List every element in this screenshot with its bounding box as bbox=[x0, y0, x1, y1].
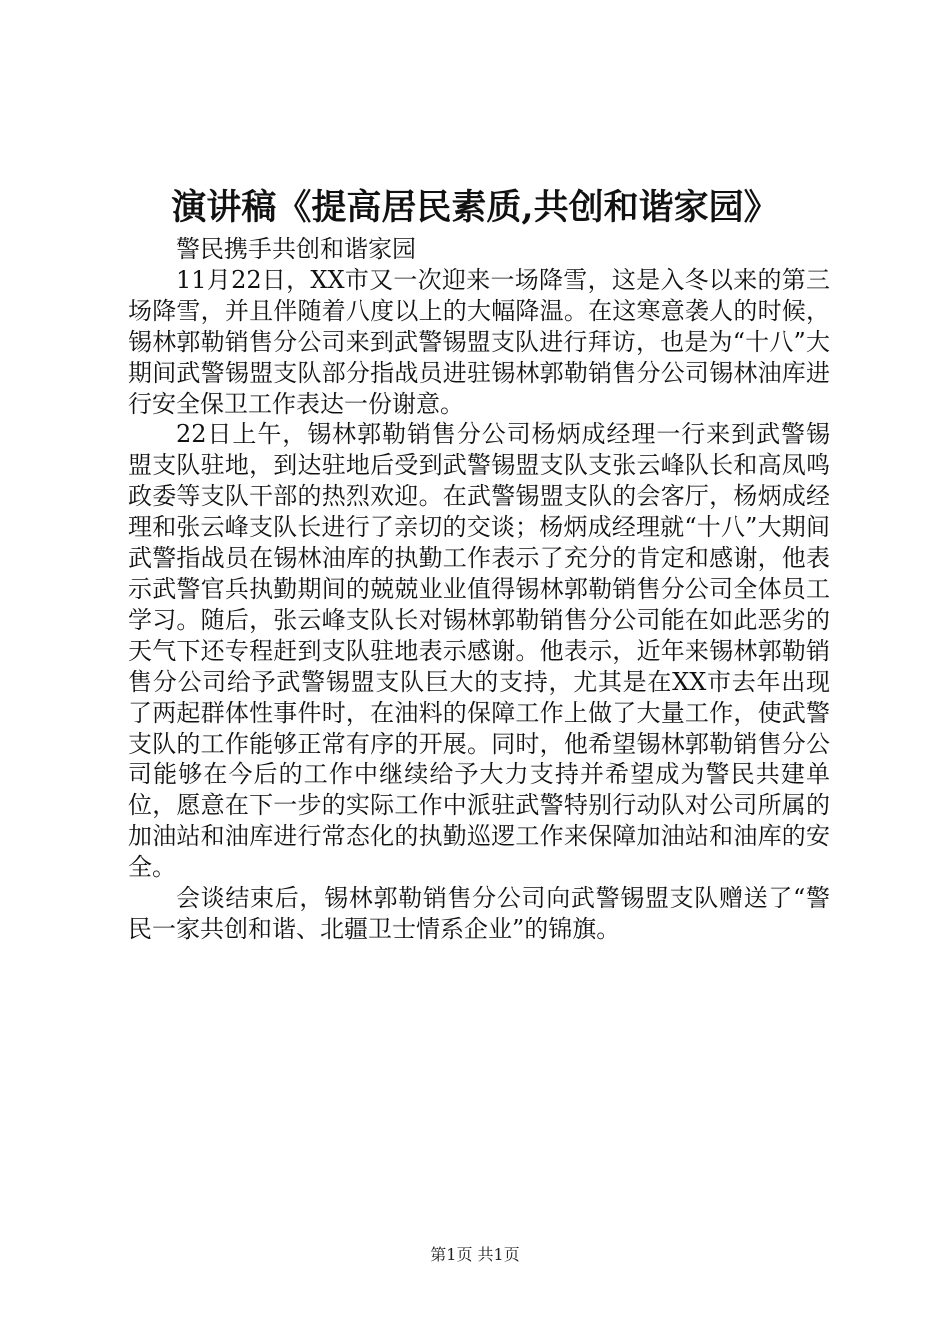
page-footer: 第1页 共1页 bbox=[430, 1245, 520, 1264]
body-paragraph: 会谈结束后，锡林郭勒销售分公司向武警锡盟支队赠送了“警民一家共创和谐、北疆卫士情系企业”的锦旗。 bbox=[128, 884, 830, 943]
document-title: 演讲稿《提高居民素质,共创和谐家园》 bbox=[171, 187, 779, 228]
subtitle-paragraph: 警民携手共创和谐家园 bbox=[176, 235, 416, 263]
document-body bbox=[128, 234, 830, 945]
body-paragraph: 11月22日，XX市又一次迎来一场降雪，这是入冬以来的第三场降雪，并且伴随着八度以上的大幅降温。在这寒意袭人的时候，锡林郭勒销售分公司来到武警锡盟支队进行拜访，也是为“十八”大期间武警锡盟支队部分指战员进驻锡林郭勒销售分公司锡林油库进行安全保卫工作表达一份谢意。 bbox=[128, 265, 830, 418]
body-paragraph: 22日上午，锡林郭勒销售分公司杨炳成经理一行来到武警锡盟支队驻地，到达驻地后受到武警锡盟支队支张云峰队长和高凤鸣政委等支队干部的热烈欢迎。在武警锡盟支队的会客厅，杨炳成经理和张云峰支队长进行了亲切的交谈；杨炳成经理就“十八”大期间武警指战员在锡林油库的执勤工作表示了充分的肯定和感谢，他表示武警官兵执勤期间的兢兢业业值得锡林郭勒销售分公司全体员工学习。随后，张云峰支队长对锡林郭勒销售分公司能在如此恶劣的天气下还专程赶到支队驻地表示感谢。他表示，近年来锡林郭勒销售分公司给予武警锡盟支队巨大的支持，尤其是在XX市去年出现了两起群体性事件时，在油料的保障工作上做了大量工作，使武警支队的工作能够正常有序的开展。同时，他希望锡林郭勒销售分公司能够在今后的工作中继续给予大力支持并希望成为警民共建单位，愿意在下一步的实际工作中派驻武警特别行动队对公司所属的加油站和油库进行常态化的执勤巡逻工作来保障加油站和油库的安全。 bbox=[128, 420, 830, 882]
